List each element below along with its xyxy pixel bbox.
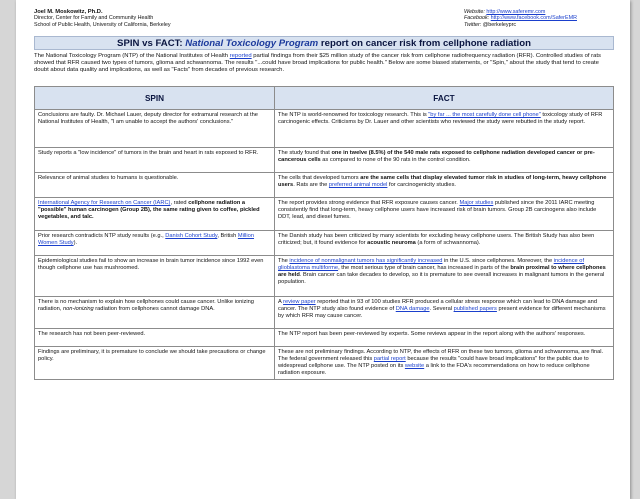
fact-cell [275, 198, 614, 231]
fact-text: These are not preliminary findings. According to NTP, the effects of RFR on these two tumors, glioma and schwannoma, are final. The federal government released this [278, 349, 604, 362]
fact-text: A [278, 299, 284, 305]
fact-text: The cells that developed tumors [278, 175, 361, 181]
spin-text: , British [217, 233, 238, 239]
fact-link[interactable]: preferred animal model [328, 182, 388, 188]
document-title [34, 36, 614, 50]
fact-text: for carcinogenicity studies. [387, 182, 457, 188]
spin-italic-text: non-ionizing [62, 306, 94, 312]
spin-text: ). [73, 240, 78, 246]
fact-bold-text: one in twelve (8.5%) of the 540 male rats exposed to cellphone radiation developed cancer or pre-cancerous cells [278, 150, 595, 163]
table-row [35, 256, 614, 297]
intro-paragraph [34, 53, 614, 75]
spin-cell: Study reports a "low incidence" of tumors in the brain and heart in rats exposed to RFR. [35, 148, 275, 173]
spin-cell: Relevance of animal studies to humans is questionable. [35, 173, 275, 198]
fact-text: . Several [429, 306, 454, 312]
contact-block [464, 9, 577, 28]
danish-study-link[interactable]: Danish Cohort Study [165, 233, 218, 239]
facebook-label: Facebook: [464, 15, 490, 22]
spin-text: There is no mechanism to explain how cellphones could cause cancer. Unlike ionizing radiation, [38, 299, 254, 312]
spin-cell [35, 297, 275, 329]
fact-column-header: FACT [275, 87, 614, 110]
fact-link[interactable]: website [404, 363, 425, 369]
fact-cell [275, 173, 614, 198]
million-women-link[interactable]: Million Women Study [38, 233, 255, 246]
fact-link[interactable]: incidence of glioblastoma multiforme [278, 258, 585, 271]
fact-text: in the U.S. since cellphones. Moreover, the [442, 258, 554, 264]
spin-cell [35, 231, 275, 256]
fact-link[interactable]: published papers [453, 306, 497, 312]
fact-text: as compared to none of the 90 rats in the control condition. [320, 157, 471, 163]
table-row [35, 329, 614, 347]
website-link[interactable]: http://www.saferemr.com [486, 9, 546, 15]
fact-text: The Danish study has been criticized by many scientists for excluding heavy cellphone users. The British Study has also been criticized; but, it found evidence for [278, 233, 595, 246]
fact-text: (a form of schwannoma). [415, 240, 481, 246]
fact-text: present evidence for different mechanisms by which RFR may cause cancer. [278, 306, 606, 319]
fact-bold-text: are the same cells that display elevated tumor risk in studies of long-term, heavy cellphone users [278, 175, 607, 188]
fact-cell [275, 347, 614, 380]
spin-bold-text: cellphone radiation a "possible" human carcinogen (Group 2B), the same rating given to coffee, pickled vegetables, and talc. [38, 200, 260, 220]
fact-link[interactable]: review paper [283, 299, 316, 305]
intro-text-2: partial findings from their $25 million study of the cancer risk from cellphone radiofrequency radiation (RFR). Controlled studies of rats showed that RFR caused two types of tumors, glioma and schwannoma. The results "...could have broad implications for public health." Below are some biased statements, or "Spin," about the study that tend to create doubt about data quality and implications, as well as "Facts" from decades of previous research. [34, 53, 601, 74]
fact-text: a link to the FDA's recommendations on how to reduce cellphone radiation exposure. [278, 363, 590, 376]
author-name: Joel M. Moskowitz, Ph.D. [34, 9, 103, 15]
document-page [16, 0, 630, 499]
spin-cell [35, 198, 275, 231]
fact-cell [275, 231, 614, 256]
table-row [35, 198, 614, 231]
spin-text: Prior research contradicts NTP study results (e.g., [38, 233, 166, 239]
fact-cell [275, 148, 614, 173]
fact-text: The report provides strong evidence that RFR exposure causes cancer. [278, 200, 460, 206]
fact-link[interactable]: Major studies [459, 200, 494, 206]
spin-fact-table [34, 86, 614, 380]
table-row [35, 173, 614, 198]
title-part3: report on cancer risk from cellphone radiation [318, 38, 531, 49]
fact-link[interactable]: "by far ... the most carefully done cell phone" [428, 112, 541, 118]
author-affiliation: School of Public Health, University of California, Berkeley [34, 21, 171, 28]
title-part2: National Toxicology Program [185, 38, 319, 49]
intro-text-1: The National Toxicology Program (NTP) of the National Institutes of Health [34, 53, 230, 59]
fact-text: , the most serious type of brain cancer, has increased in parts of the [338, 265, 511, 271]
table-row [35, 148, 614, 173]
fact-cell: The NTP report has been peer-reviewed by experts. Some reviews appear in the report along with the authors' responses. [275, 329, 614, 347]
fact-text: reported that in 93 of 100 studies RFR produced a cellular stress response which can lead to DNA damage and cancer. The NTP study also found evidence of [278, 299, 598, 312]
spin-cell: Findings are preliminary, it is premature to conclude we should take precautions or change policy. [35, 347, 275, 380]
twitter-handle: @berkeleyprc [482, 21, 517, 28]
fact-text: The [278, 258, 290, 264]
fact-cell [275, 256, 614, 297]
spin-cell: The research has not been peer-reviewed. [35, 329, 275, 347]
table-row [35, 297, 614, 329]
fact-link[interactable]: incidence of nonmalignant tumors has significantly increased [289, 258, 443, 264]
table-row [35, 110, 614, 148]
facebook-link[interactable]: http://www.facebook.com/SaferEMR [490, 15, 577, 22]
author-role: Director, Center for Family and Community Health [34, 15, 154, 22]
table-row [35, 231, 614, 256]
spin-cell: Epidemiological studies fail to show an increase in brain tumor incidence since 1992 even though cellphone use has mushroomed. [35, 256, 275, 297]
fact-bold-text: acoustic neuroma [367, 240, 416, 246]
author-block [34, 9, 171, 28]
twitter-label: Twitter: [464, 21, 482, 28]
fact-text: . Brain cancer can take decades to develop, so it is premature to see overall increases in malignant tumors in the general population. [278, 272, 605, 285]
fact-text: The NTP is world-renowned for toxicology research. This is [278, 112, 429, 118]
fact-link[interactable]: partial report [373, 356, 406, 362]
iarc-link[interactable]: International Agency for Research on Cancer (IARC) [38, 200, 171, 206]
spin-cell: Conclusions are faulty. Dr. Michael Lauer, deputy director for extramural research at the National Institutes of Health, "I am unable to accept the authors' conclusions." [35, 110, 275, 148]
title-part1: SPIN vs FACT: [117, 38, 186, 49]
fact-cell [275, 297, 614, 329]
website-label: Website: [464, 9, 485, 15]
fact-text: toxicology study of RFR carcinogenic effects. Criticisms by Dr. Lauer and other scientists who reviewed the study were rebutted in the study report. [278, 112, 603, 125]
table-row [35, 347, 614, 380]
fact-bold-text: brain proximal to where cellphones are held [278, 265, 606, 278]
fact-text: . Rats are the [293, 182, 329, 188]
spin-text: , rated [170, 200, 189, 206]
intro-reported-link[interactable]: reported [229, 53, 252, 59]
fact-text: published since the 2011 IARC meeting consistently find that long-term, heavy cellphone users have increased risk of brain tumors. Group 2B carcinogens also include DDT, lead, and diesel fumes. [278, 200, 597, 220]
fact-link[interactable]: DNA damage [395, 306, 430, 312]
spin-text: radiation from cellphones cannot damage DNA. [93, 306, 215, 312]
fact-cell [275, 110, 614, 148]
spin-column-header: SPIN [35, 87, 275, 110]
fact-text: because the results "could have broad implications" for the public due to widespread cellphone use. The NTP posted on its [278, 356, 589, 369]
fact-text: The study found that [278, 150, 332, 156]
